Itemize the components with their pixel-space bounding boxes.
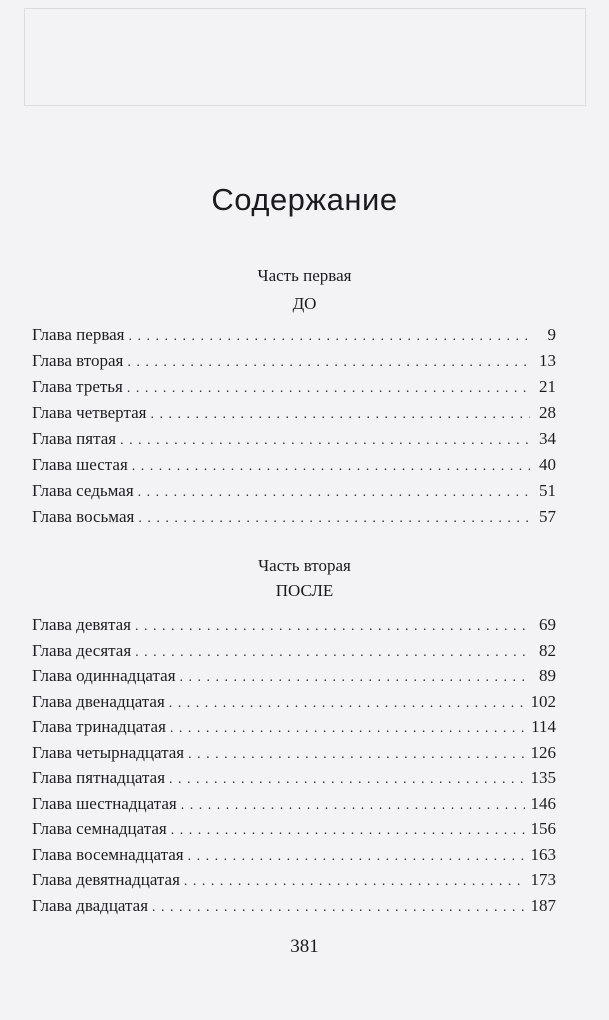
chapter-page-number: 51 (539, 481, 556, 500)
chapter-page-number: 156 (530, 819, 556, 838)
chapter-title: Глава четвертая (32, 403, 147, 422)
chapter-page-number: 21 (539, 377, 556, 396)
toc-entry (32, 426, 556, 452)
toc-entry (32, 791, 556, 817)
chapter-title: Глава двадцатая (32, 895, 149, 915)
chapter-title: Глава девятнадцатая (32, 870, 180, 889)
chapter-page-number: 69 (539, 615, 556, 634)
chapter-title: Глава восемнадцатая (32, 844, 184, 864)
chapter-page-number: 114 (531, 717, 556, 736)
toc-entry (32, 400, 556, 426)
chapter-page-number: 135 (530, 768, 556, 787)
dot-leader (181, 793, 525, 819)
dot-leader (127, 376, 530, 402)
chapter-page-number: 28 (539, 403, 556, 422)
chapter-title: Глава шестнадцатая (32, 793, 177, 813)
dot-leader (150, 402, 530, 428)
toc-entry (32, 638, 556, 664)
toc-entry (32, 663, 556, 689)
chapter-title: Глава шестая (32, 455, 128, 474)
dot-leader (169, 691, 525, 717)
dot-leader (129, 324, 531, 350)
toc-entry (32, 689, 556, 715)
part-1-label: Часть первая (257, 266, 352, 285)
dot-leader (127, 350, 530, 376)
part-1-name: ДО (292, 294, 317, 313)
dot-leader (184, 869, 525, 895)
chapter-page-number: 40 (539, 455, 556, 474)
toc-entry (32, 893, 556, 919)
toc-entry (32, 714, 556, 740)
dot-leader (132, 454, 530, 480)
chapter-page-number: 102 (530, 691, 556, 711)
chapter-title: Глава девятая (32, 615, 131, 634)
chapter-title: Глава восьмая (32, 507, 135, 526)
chapter-page-number: 126 (530, 742, 556, 762)
dot-leader (169, 767, 524, 793)
toc-entry (32, 765, 556, 791)
toc-entry (32, 867, 556, 893)
chapter-page-number: 173 (530, 870, 556, 889)
chapter-title: Глава пятая (32, 429, 117, 448)
toc-entry (32, 322, 556, 348)
toc-entry (32, 612, 556, 638)
chapter-title: Глава одиннадцатая (32, 666, 176, 685)
chapter-title: Глава третья (32, 377, 123, 396)
dot-leader (135, 614, 530, 640)
toc-entry (32, 816, 556, 842)
page-title: Содержание (211, 182, 398, 217)
chapter-page-number: 89 (539, 666, 556, 685)
chapter-title: Глава пятнадцатая (32, 768, 166, 787)
chapter-page-number: 9 (547, 325, 556, 344)
dot-leader (135, 640, 530, 666)
dot-leader (138, 480, 530, 506)
part-2-label: Часть вторая (258, 556, 351, 575)
chapter-page-number: 146 (530, 793, 556, 813)
dot-leader (188, 844, 525, 870)
chapter-page-number: 82 (539, 640, 556, 660)
dot-leader (171, 818, 525, 844)
chapter-title: Глава первая (32, 325, 125, 344)
dot-leader (188, 742, 524, 768)
toc-entry (32, 452, 556, 478)
chapter-page-number: 163 (530, 844, 556, 864)
dot-leader (138, 506, 530, 532)
toc-entry (32, 478, 556, 504)
toc-entry (32, 374, 556, 400)
dot-leader (170, 716, 525, 742)
part-2-name: ПОСЛЕ (275, 581, 334, 600)
show-through-frame (24, 8, 586, 106)
chapter-title: Глава семнадцатая (32, 819, 167, 838)
chapter-title: Глава двенадцатая (32, 691, 165, 711)
toc-entry (32, 504, 556, 530)
page-number: 381 (290, 936, 319, 957)
toc-entry (32, 740, 556, 766)
chapter-title: Глава четырнадцатая (32, 742, 185, 762)
toc-entry (32, 842, 556, 868)
chapter-title: Глава десятая (32, 640, 132, 660)
chapter-title: Глава тринадцатая (32, 717, 166, 736)
toc-entry (32, 348, 556, 374)
chapter-page-number: 34 (539, 429, 556, 448)
dot-leader (120, 428, 530, 454)
chapter-page-number: 57 (539, 507, 556, 526)
dot-leader (180, 665, 530, 691)
chapter-page-number: 13 (539, 351, 556, 370)
dot-leader (152, 895, 524, 921)
chapter-page-number: 187 (530, 895, 556, 915)
chapter-title: Глава седьмая (32, 481, 134, 500)
chapter-title: Глава вторая (32, 351, 124, 370)
